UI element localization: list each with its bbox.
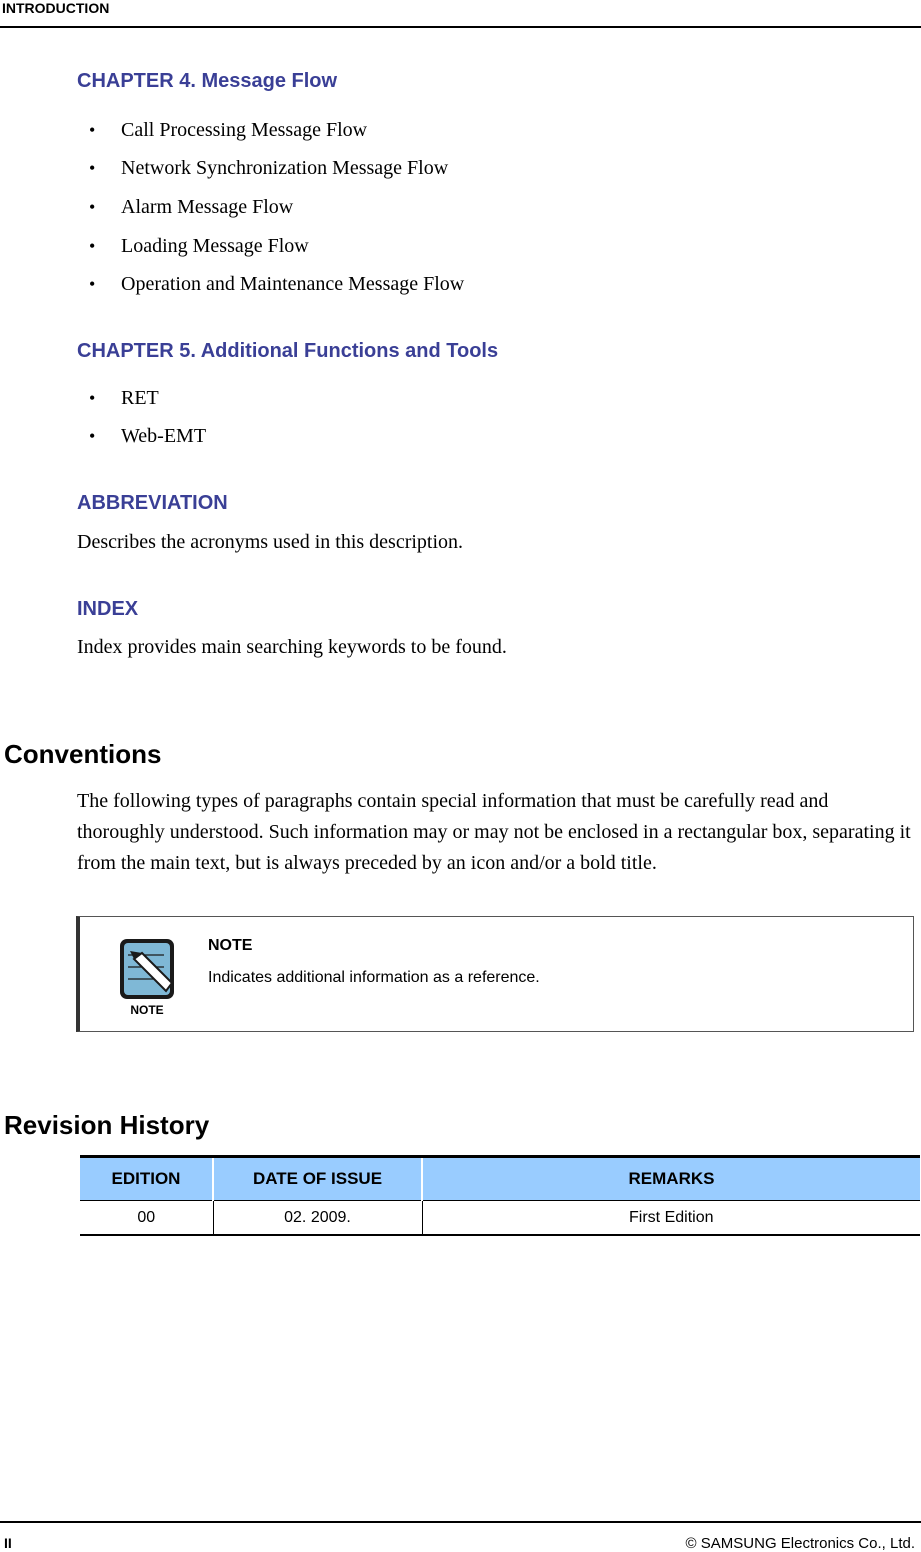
index-description: Index provides main searching keywords to be found. xyxy=(77,636,507,658)
bullet-icon: • xyxy=(89,426,96,447)
chapter-4-title: CHAPTER 4. Message Flow xyxy=(77,70,338,92)
header-divider xyxy=(0,26,921,28)
revision-table xyxy=(80,1155,920,1236)
list-item: • Loading Message Flow xyxy=(77,227,464,266)
bullet-icon: • xyxy=(89,158,96,179)
chapter-5-title: CHAPTER 5. Additional Functions and Tools xyxy=(77,340,499,362)
bullet-icon: • xyxy=(89,274,96,295)
bullet-icon: • xyxy=(89,119,96,140)
table-header-row xyxy=(80,1157,920,1201)
note-icon-label: NOTE xyxy=(130,1003,164,1017)
note-text: Indicates additional information as a reference. xyxy=(208,969,540,986)
note-pencil-icon xyxy=(116,937,178,1019)
table-row xyxy=(80,1201,920,1236)
column-header-date: DATE OF ISSUE xyxy=(213,1157,422,1201)
abbreviation-title: ABBREVIATION xyxy=(77,492,228,514)
index-title: INDEX xyxy=(77,598,139,620)
list-item: • Call Processing Message Flow xyxy=(77,111,464,150)
footer-divider xyxy=(0,1521,921,1523)
copyright: © SAMSUNG Electronics Co., Ltd. xyxy=(685,1535,915,1552)
running-header: INTRODUCTION xyxy=(2,0,110,16)
revision-history-title: Revision History xyxy=(4,1110,210,1140)
bullet-icon: • xyxy=(89,196,96,217)
list-item: • Network Synchronization Message Flow xyxy=(77,150,464,189)
list-item: • RET xyxy=(77,379,206,418)
list-item: • Web-EMT xyxy=(77,418,206,457)
list-item: • Alarm Message Flow xyxy=(77,188,464,227)
note-box xyxy=(76,916,914,1032)
conventions-title: Conventions xyxy=(4,739,162,769)
page-number: II xyxy=(4,1535,12,1551)
abbreviation-description: Describes the acronyms used in this description. xyxy=(77,531,464,553)
column-header-edition: EDITION xyxy=(80,1157,213,1201)
date-cell: 02. 2009. xyxy=(213,1201,422,1236)
column-header-remarks: REMARKS xyxy=(422,1157,920,1201)
bullet-icon: • xyxy=(89,387,96,408)
list-item: • Operation and Maintenance Message Flow xyxy=(77,265,464,304)
chapter-5-list xyxy=(77,379,206,456)
bullet-icon: • xyxy=(89,235,96,256)
note-title: NOTE xyxy=(208,937,253,954)
edition-cell: 00 xyxy=(80,1201,213,1236)
conventions-paragraph: The following types of paragraphs contain special information that must be carefully read and thoroughly understood. Such information may or may not be enclosed in a rectangular box, separating it from the main text, but is always preceded by an icon and/or a bold title. xyxy=(77,790,911,874)
remarks-cell: First Edition xyxy=(422,1201,920,1236)
chapter-4-list xyxy=(77,111,464,304)
